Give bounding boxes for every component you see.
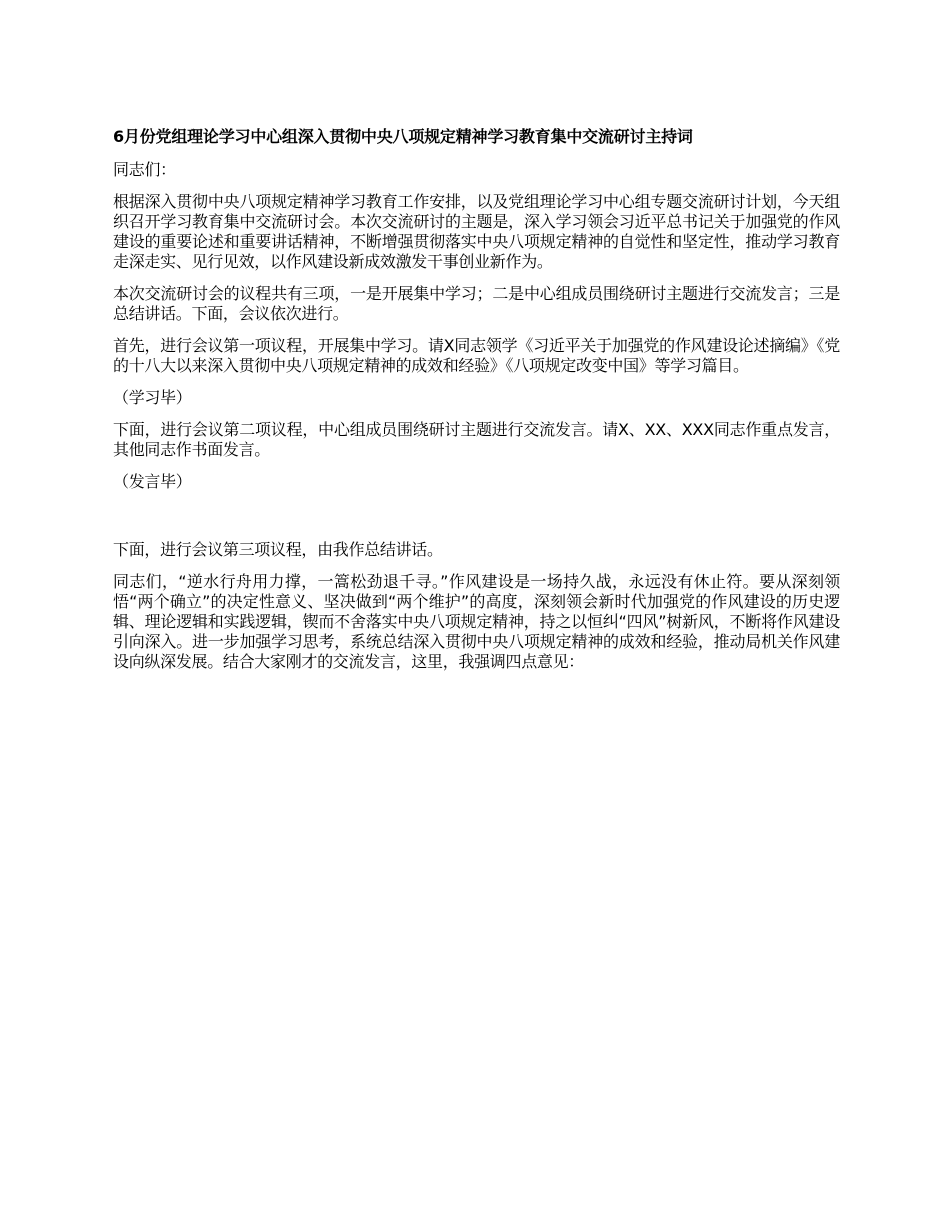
paragraph-first-item: 首先，进行会议第一项议程，开展集中学习。请X同志领学《习近平关于加强党的作风建设论述摘编》《党的十八大以来深入贯彻中央八项规定精神的成效和经验》《八项规定改变中国》等学习篇目。: [113, 336, 840, 375]
note-study-finished: （学习毕）: [113, 388, 192, 407]
paragraph-background: 根据深入贯彻中央八项规定精神学习教育工作安排，以及党组理论学习中心组专题交流研讨计划，今天组织召开学习教育集中交流研讨会。本次交流研讨的主题是，深入学习领会习近平总书记关于加强党的作风建设的重要论述和重要讲话精神，不断增强贯彻落实中央八项规定精神的自觉性和坚定性，推动学习教育走深走实、见行见效，以作风建设新成效激发干事创业新作为。: [113, 192, 840, 271]
document-title: 6月份党组理论学习中心组深入贯彻中央八项规定精神学习教育集中交流研讨主持词: [113, 127, 693, 146]
document-page: [113, 127, 840, 684]
paragraph-agenda: 本次交流研讨会的议程共有三项，一是开展集中学习；二是中心组成员围绕研讨主题进行交流发言；三是总结讲话。下面，会议依次进行。: [113, 284, 840, 323]
salutation: 同志们：: [113, 160, 176, 179]
blank-line: [113, 504, 840, 540]
note-speech-finished: （发言毕）: [113, 472, 192, 491]
paragraph-closing-remarks: 同志们，“逆水行舟用力撑，一篙松劲退千寻。”作风建设是一场持久战，永远没有休止符。要从深刻领悟“两个确立”的决定性意义、坚决做到“两个维护”的高度，深刻领会新时代加强党的作风建设的历史逻辑、理论逻辑和实践逻辑，锲而不舍落实中央八项规定精神，持之以恒纠“四风”树新风，不断将作风建设引向深入。进一步加强学习思考，系统总结深入贯彻中央八项规定精神的成效和经验，推动局机关作风建设向纵深发展。结合大家刚才的交流发言，这里，我强调四点意见：: [113, 572, 840, 671]
paragraph-second-item: 下面，进行会议第二项议程，中心组成员围绕研讨主题进行交流发言。请X、XX、XXX同志作重点发言，其他同志作书面发言。: [113, 420, 840, 459]
paragraph-third-item: 下面，进行会议第三项议程，由我作总结讲话。: [113, 540, 443, 559]
